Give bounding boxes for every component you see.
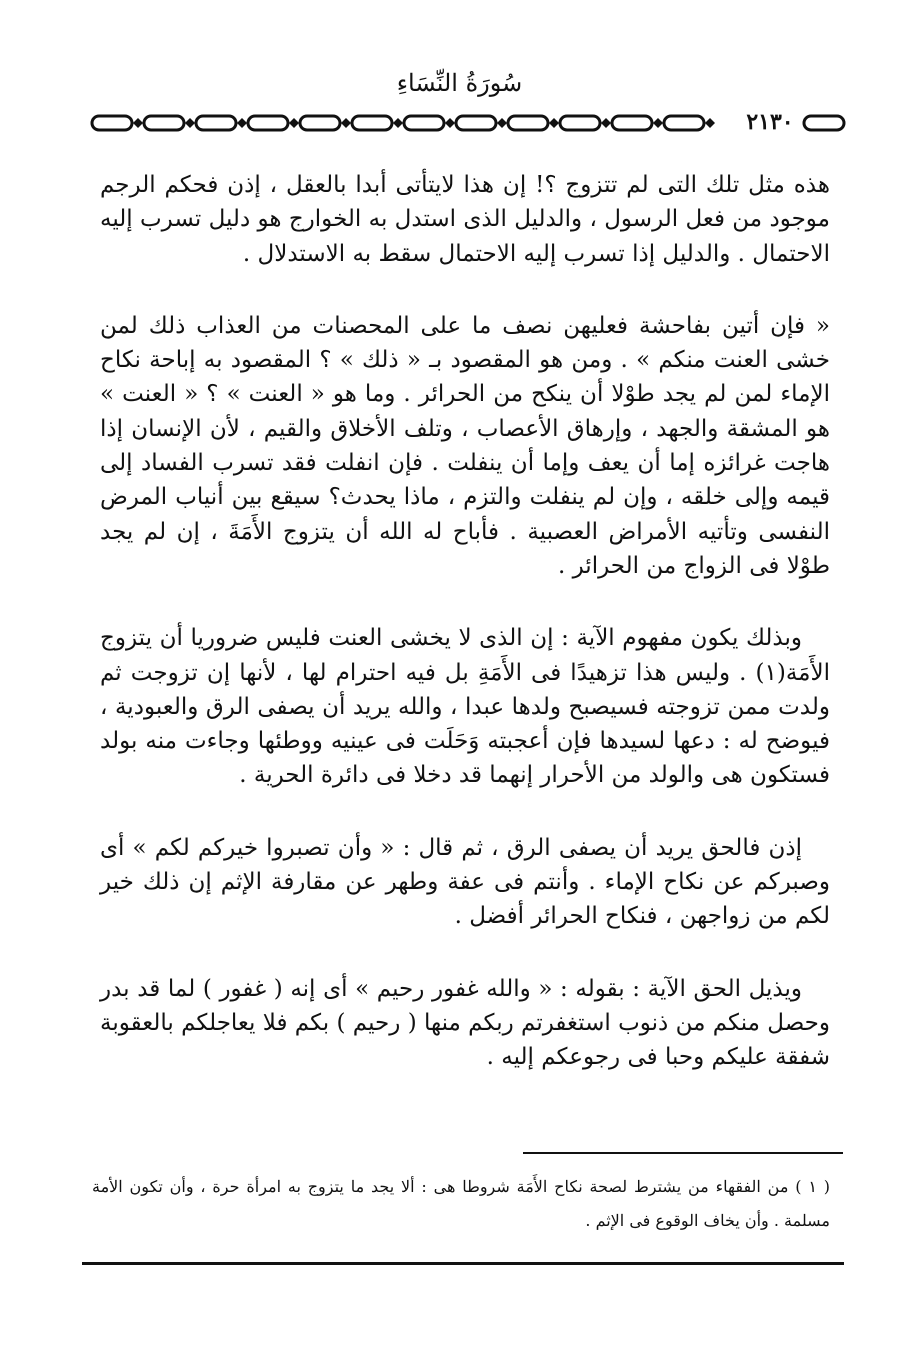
chain-diamond (185, 118, 195, 128)
chain-diamond (393, 118, 403, 128)
chain-link (804, 116, 844, 130)
footnote: ( ١ ) من الفقهاء من يشترط لصحة نكاح الأَمَة شروطا هى : ألا يجد ما يتزوج به امرأة حرة ، وأن تكون الأمة مسلمة . وأن يخاف الوقوع فى الإثم . (92, 1177, 831, 1230)
main-text (100, 168, 830, 1113)
chain-diamond (445, 118, 455, 128)
page-bottom-rule (82, 1262, 844, 1265)
chain-link (300, 116, 340, 130)
header-ornament-band (88, 106, 848, 140)
chain-link (404, 116, 444, 130)
chain-diamond (341, 118, 351, 128)
chain-link (456, 116, 496, 130)
chain-link (248, 116, 288, 130)
chain-diamond (653, 118, 663, 128)
paragraph-5: ويذيل الحق الآية : بقوله : « والله غفور رحيم » أى إنه ( غفور ) لما قد بدر وحصل منكم من ذنوب استغفرتم ربكم منها ( رحيم ) بكم فلا يعاجلكم بالعقوبة شفقة عليكم وحبا فى رجوعكم إليه . (100, 975, 830, 1071)
chain-diamond (497, 118, 507, 128)
chain-diamond (549, 118, 559, 128)
footnote-divider (523, 1152, 843, 1154)
chain-diamond (289, 118, 299, 128)
chain-diamond (705, 118, 715, 128)
paragraph-2: « فإن أتين بفاحشة فعليهن نصف ما على المحصنات من العذاب ذلك لمن خشى العنت منكم » . ومن هو المقصود بـ « ذلك » ؟ المقصود به إباحة نكاح الإماء لمن لم يجد طوْلا أن ينكح من الحرائر . وما هو « العنت » ؟ « العنت » هو المشقة والجهد ، وإرهاق الأعصاب ، وتلف الأخلاق والقيم ، لأن الإنسان إذا هاجت غرائزه إما أن يعف وإما أن ينفلت . فإن انفلت فقد تسرب الفساد إلى قيمه وإلى خلقه ، وإن لم ينفلت والتزم ، ماذا يحدث؟ سيقع بين أنياب المرض النفسى وتأتيه الأمراض العصبية . فأباح له الله أن يتزوج الأَمَةَ ، إن لم يجد طوْلا فى الزواج من الحرائر . (100, 312, 830, 579)
paragraph-3: وبذلك يكون مفهوم الآية : إن الذى لا يخشى العنت فليس ضروريا أن يتزوج الأَمَة(١) . وليس هذا تزهيدًا فى الأَمَةِ بل فيه احترام لها ، لأنها إن تزوجت ثم ولدت ممن تزوجته فسيصبح ولدها عبدا ، والله يريد أن يصفى الرق والعبودية ، فيوضح له : دعها لسيدها فإن أعجبته وَحَلَت فى عينيه ووطئها وجاءت منه بولد فستكون هى والولد من الأحرار إنهما قد دخلا فى دائرة الحرية . (100, 625, 830, 789)
chain-diamond (133, 118, 143, 128)
chain-diamond (237, 118, 247, 128)
surah-title: سُورَةُ النِّسَاءِ (396, 69, 523, 97)
chain-link (352, 116, 392, 130)
chain-link (144, 116, 184, 130)
chain-link (664, 116, 704, 130)
chain-diamond (601, 118, 611, 128)
page-number: ٢١٣٠ (740, 104, 800, 140)
paragraph-4: إذن فالحق يريد أن يصفى الرق ، ثم قال : « وأن تصبروا خيركم لكم » أى وصبركم عن نكاح الإماء . وأنتم فى عفة وطهر عن مقارفة الإثم إن ذلك خير لكم من زواجهن ، فنكاح الحرائر أفضل . (100, 834, 830, 930)
chain-link (560, 116, 600, 130)
chain-link (508, 116, 548, 130)
paragraph-1: هذه مثل تلك التى لم تتزوج ؟! إن هذا لايتأتى أبدا بالعقل ، إذن فحكم الرجم موجود من فعل الرسول ، والدليل الذى استدل به الخوارج هو دليل تسرب إليه الاحتمال . والدليل إذا تسرب إليه الاحتمال سقط به الاستدلال . (100, 172, 830, 267)
chain-link (612, 116, 652, 130)
chain-link (196, 116, 236, 130)
chain-link (92, 116, 132, 130)
